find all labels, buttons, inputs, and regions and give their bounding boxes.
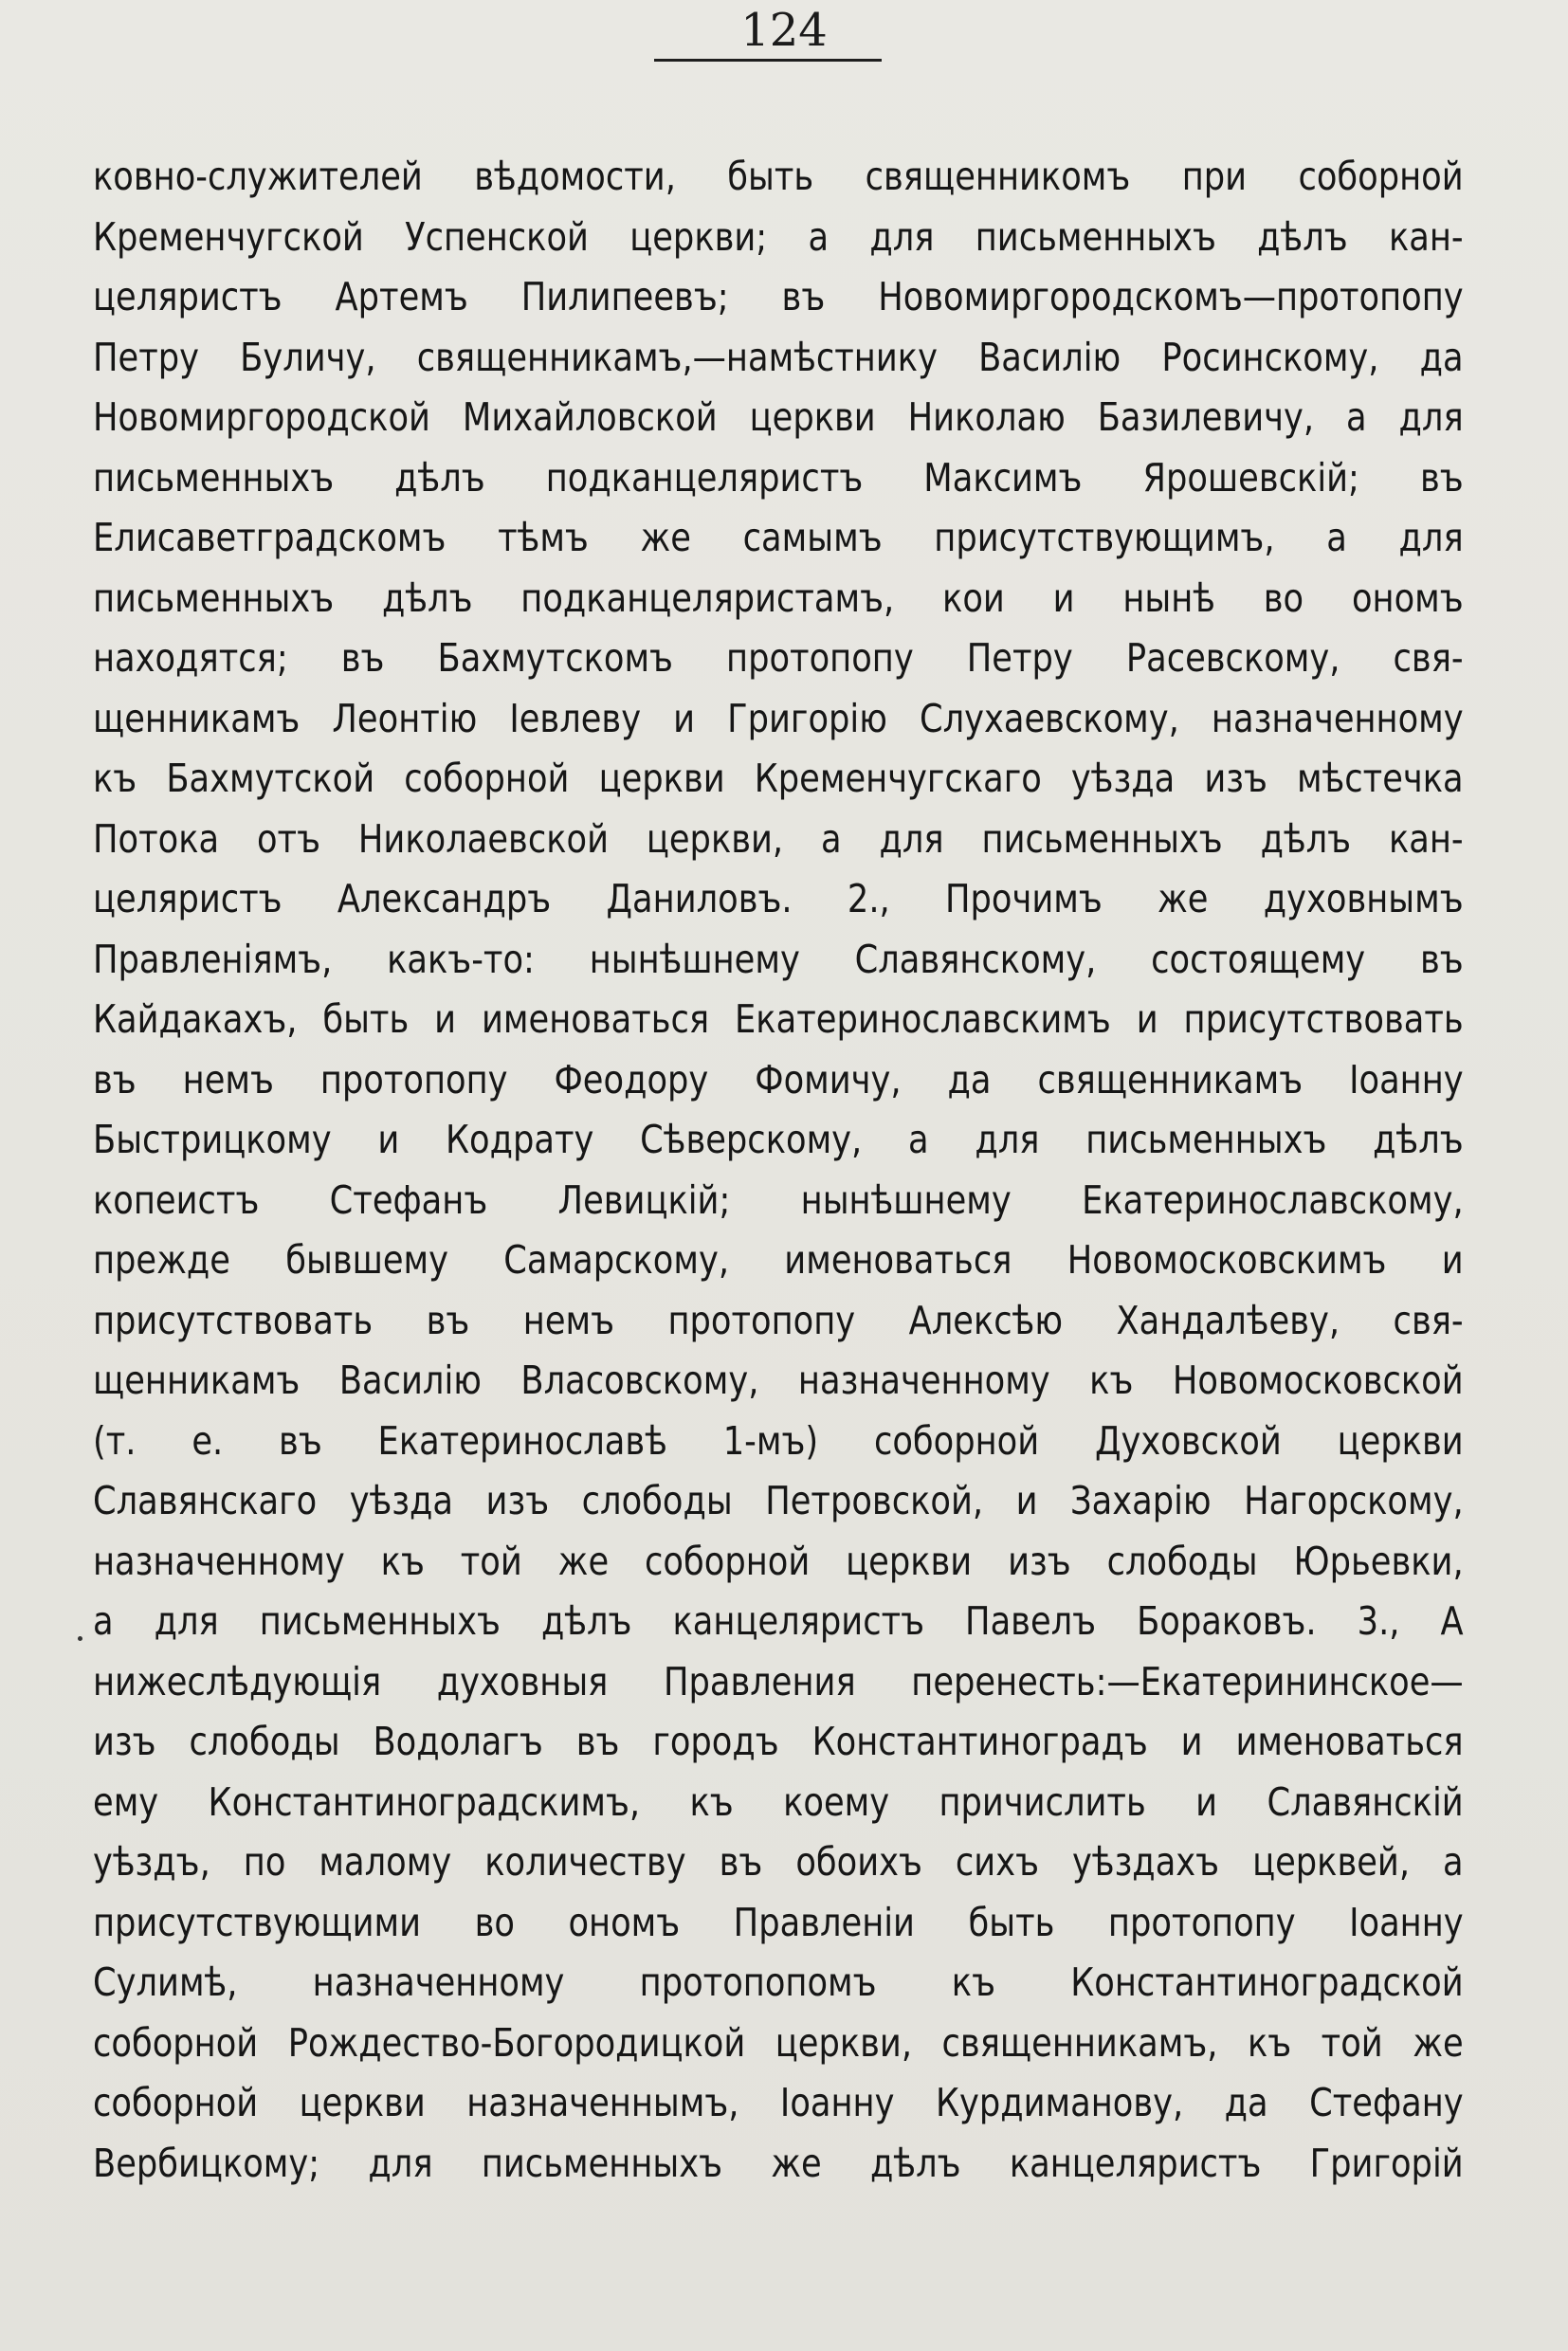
text-line: Кайдакахъ, быть и именоваться Екатеринославскимъ и присутствовать <box>93 996 1464 1042</box>
text-line: щенникамъ Василію Власовскому, назначенному къ Новомосковской <box>93 1358 1464 1403</box>
page-number: 124 <box>740 4 828 57</box>
text-line: прежде бывшему Самарскому, именоваться Новомосковскимъ и <box>93 1237 1464 1283</box>
text-line: назначенному къ той же соборной церкви изъ слободы Юрьевки, <box>93 1538 1464 1584</box>
text-line: а для письменныхъ дѣлъ канцеляристъ Павелъ Бораковъ. 3., А <box>93 1598 1464 1644</box>
text-line: (т. е. въ Екатеринославѣ 1-мъ) соборной Духовской церкви <box>93 1417 1464 1464</box>
text-line: Елисаветградскомъ тѣмъ же самымъ присутствующимъ, а для <box>93 515 1464 560</box>
text-line: Быстрицкому и Кодрату Сѣверскому, а для письменныхъ дѣлъ <box>93 1117 1464 1162</box>
text-line: щенникамъ Леонтію Іевлеву и Григорію Слухаевскому, назначенному <box>93 695 1464 741</box>
text-line: письменныхъ дѣлъ подканцеляристъ Максимъ Ярошевскій; въ <box>93 454 1464 501</box>
text-line: находятся; въ Бахмутскомъ протопопу Петру Расевскому, свя- <box>93 635 1464 681</box>
text-line: целяристъ Александръ Даниловъ. 2., Прочимъ же духовнымъ <box>93 876 1464 921</box>
text-line: ему Константиноградскимъ, къ коему причислить и Славянскій <box>93 1778 1464 1825</box>
text-line: ковно-служителей вѣдомости, быть священникомъ при соборной <box>93 154 1464 199</box>
text-line: изъ слободы Водолагъ въ городъ Константиноградъ и именоваться <box>93 1719 1464 1764</box>
text-line: въ немъ протопопу Феодору Фомичу, да священникамъ Іоанну <box>93 1056 1464 1103</box>
print-speck <box>78 1636 82 1641</box>
text-line: копеистъ Стефанъ Левицкій; нынѣшнему Екатеринославскому, <box>93 1176 1464 1223</box>
text-line: Новомиргородской Михайловской церкви Николаю Базилевичу, а для <box>93 394 1464 440</box>
text-line: Кременчугской Успенской церкви; а для письменныхъ дѣлъ кан- <box>93 213 1464 260</box>
text-line: Правленіямъ, какъ-то: нынѣшнему Славянскому, состоящему въ <box>93 936 1464 982</box>
page-number-rule <box>654 59 882 62</box>
text-line: присутствующими во ономъ Правленіи быть протопопу Іоанну <box>93 1899 1464 1945</box>
text-line: Петру Буличу, священникамъ,—намѣстнику Василію Росинскому, да <box>93 334 1464 380</box>
text-line: присутствовать въ немъ протопопу Алексѣю Хандалѣеву, свя- <box>93 1297 1464 1343</box>
body-text <box>93 147 1464 2194</box>
text-line: Вербицкому; для письменныхъ же дѣлъ канцеляристъ Григорій <box>93 2140 1464 2186</box>
text-line: Сулимѣ, назначенному протопопомъ къ Константиноградской <box>93 1959 1464 2005</box>
text-line: соборной Рождество-Богородицкой церкви, священникамъ, къ той же <box>93 2019 1464 2066</box>
text-line: соборной церкви назначеннымъ, Іоанну Курдиманову, да Стефану <box>93 2080 1464 2125</box>
text-line: письменныхъ дѣлъ подканцеляристамъ, кои и нынѣ во ономъ <box>93 574 1464 621</box>
text-line: Потока отъ Николаевской церкви, а для письменныхъ дѣлъ кан- <box>93 815 1464 862</box>
text-line: къ Бахмутской соборной церкви Кременчугскаго уѣзда изъ мѣстечка <box>93 756 1464 801</box>
text-line: целяристъ Артемъ Пилипеевъ; въ Новомиргородскомъ—протопопу <box>93 274 1464 319</box>
text-line: уѣздъ, по малому количеству въ обоихъ сихъ уѣздахъ церквей, а <box>93 1839 1464 1885</box>
text-line: нижеслѣдующія духовныя Правления перенесть:—Екатерининское— <box>93 1658 1464 1704</box>
text-line: Славянскаго уѣзда изъ слободы Петровской, и Захарію Нагорскому, <box>93 1478 1464 1523</box>
